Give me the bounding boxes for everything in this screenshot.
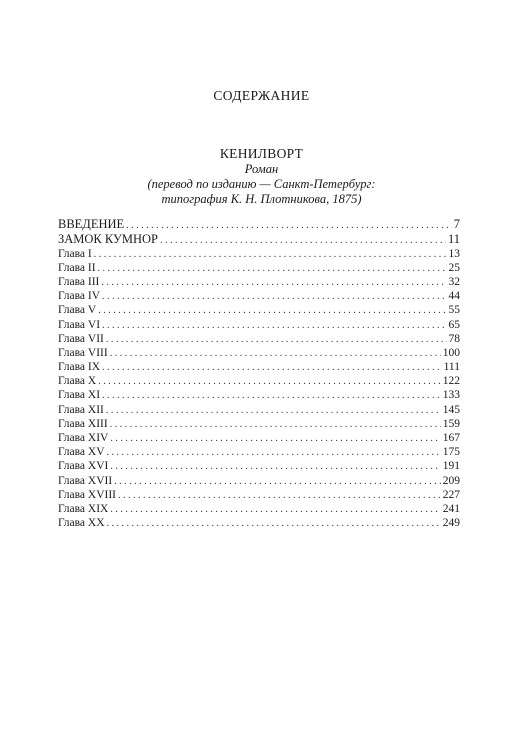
toc-entry <box>58 459 460 473</box>
toc-entry <box>58 247 460 261</box>
toc-entry-leader-dots <box>98 304 446 317</box>
toc-entry-label: Глава II <box>58 261 96 274</box>
toc-entry-leader-dots <box>101 276 446 289</box>
book-title: КЕНИЛВОРТ <box>219 146 304 161</box>
toc-entry-leader-dots <box>126 219 452 232</box>
toc-entry <box>58 261 460 275</box>
toc-entry-page-number: 111 <box>443 361 460 374</box>
toc-entry <box>58 403 460 417</box>
toc-entry-leader-dots <box>102 319 446 332</box>
toc-entry-label: Глава XIII <box>58 417 108 430</box>
page-title: СОДЕРЖАНИЕ <box>213 88 310 103</box>
toc-entry-label: Глава XII <box>58 403 104 416</box>
toc-entry-page-number: 133 <box>442 389 460 402</box>
toc-entry-leader-dots <box>110 503 440 516</box>
toc-entry-leader-dots <box>110 347 441 360</box>
toc-entry-leader-dots <box>110 460 440 473</box>
toc-entry-label: Глава XI <box>58 389 101 402</box>
book-genre: Роман <box>244 162 279 176</box>
toc-entry <box>58 303 460 317</box>
toc-entry-page-number: 241 <box>442 502 460 515</box>
toc-entry-page-number: 44 <box>448 290 460 303</box>
toc-entry <box>58 289 460 303</box>
toc-entry-label: Глава XIV <box>58 432 109 445</box>
toc-entry-leader-dots <box>160 234 446 247</box>
toc-entry <box>58 502 460 516</box>
toc-entry-page-number: 55 <box>448 304 460 317</box>
toc-entry-page-number: 32 <box>448 275 460 288</box>
toc-entry-page-number: 78 <box>448 332 460 345</box>
toc-entry <box>58 388 460 402</box>
toc-entry-page-number: 175 <box>442 446 460 459</box>
toc-entry-leader-dots <box>107 446 441 459</box>
toc-entry <box>58 346 460 360</box>
toc-entry-page-number: 145 <box>442 403 460 416</box>
toc-entry <box>58 474 460 488</box>
toc-entry-leader-dots <box>110 432 440 445</box>
toc-entry-leader-dots <box>94 248 447 261</box>
toc-entry-page-number: 122 <box>442 375 460 388</box>
toc-entry <box>58 275 460 289</box>
toc-entry-leader-dots <box>106 333 447 346</box>
toc-entry <box>58 332 460 346</box>
toc-entry-page-number: 191 <box>442 460 460 473</box>
toc-entry <box>58 431 460 445</box>
toc-entry-leader-dots <box>106 404 441 417</box>
toc-entry-leader-dots <box>102 290 446 303</box>
toc-entry-page-number: 65 <box>448 318 460 331</box>
toc-entry-label: Глава VIII <box>58 346 108 359</box>
toc-entry-label: Глава XV <box>58 446 105 459</box>
toc-entry-leader-dots <box>110 418 441 431</box>
toc-entry-page-number: 159 <box>442 417 460 430</box>
book-source-line-1: (перевод по изданию — Санкт-Петербург: <box>147 177 376 191</box>
book-info <box>0 145 523 207</box>
toc-entry-page-number: 13 <box>448 247 460 260</box>
toc-entry-leader-dots <box>102 361 442 374</box>
toc-entry-label: Глава VI <box>58 318 101 331</box>
toc-entry-label: ЗАМОК КУМНОР <box>58 231 158 246</box>
toc-entry-page-number: 249 <box>442 517 460 530</box>
book-source-line-2: типография К. Н. Плотникова, 1875) <box>161 192 362 206</box>
toc-entry <box>58 360 460 374</box>
toc-entry-page-number: 25 <box>448 261 460 274</box>
toc-entry-label: Глава XVII <box>58 474 113 487</box>
toc-entry-label: ВВЕДЕНИЕ <box>58 217 125 231</box>
toc-entry-leader-dots <box>98 375 441 388</box>
toc-entry-label: Глава XIX <box>58 502 109 515</box>
toc-entry <box>58 217 460 232</box>
toc-entry-leader-dots <box>98 262 447 275</box>
toc-entry <box>58 488 460 502</box>
toc-entry-page-number: 7 <box>453 217 460 231</box>
toc-entry-leader-dots <box>118 489 441 502</box>
toc-entry <box>58 374 460 388</box>
toc-entry-leader-dots <box>114 475 441 488</box>
toc-entry-label: Глава IV <box>58 290 101 303</box>
table-of-contents <box>58 217 460 530</box>
toc-entry-label: Глава I <box>58 247 92 260</box>
toc-entry-label: Глава V <box>58 304 97 317</box>
toc-entry <box>58 516 460 530</box>
toc-entry-label: Глава IX <box>58 361 101 374</box>
toc-entry <box>58 232 460 247</box>
toc-entry-label: Глава XVI <box>58 460 109 473</box>
toc-entry-label: Глава XVIII <box>58 488 116 501</box>
toc-entry-label: Глава III <box>58 275 100 288</box>
toc-entry-page-number: 227 <box>442 488 460 501</box>
toc-entry-leader-dots <box>107 517 441 530</box>
toc-entry-page-number: 209 <box>442 474 460 487</box>
toc-entry-label: Глава VII <box>58 332 104 345</box>
toc-entry-page-number: 11 <box>447 231 460 246</box>
toc-entry-label: Глава XX <box>58 517 105 530</box>
toc-entry-leader-dots <box>102 389 441 402</box>
toc-entry <box>58 445 460 459</box>
toc-entry <box>58 417 460 431</box>
toc-entry-page-number: 100 <box>442 346 460 359</box>
toc-entry-label: Глава X <box>58 375 97 388</box>
toc-entry-page-number: 167 <box>442 432 460 445</box>
toc-entry <box>58 318 460 332</box>
